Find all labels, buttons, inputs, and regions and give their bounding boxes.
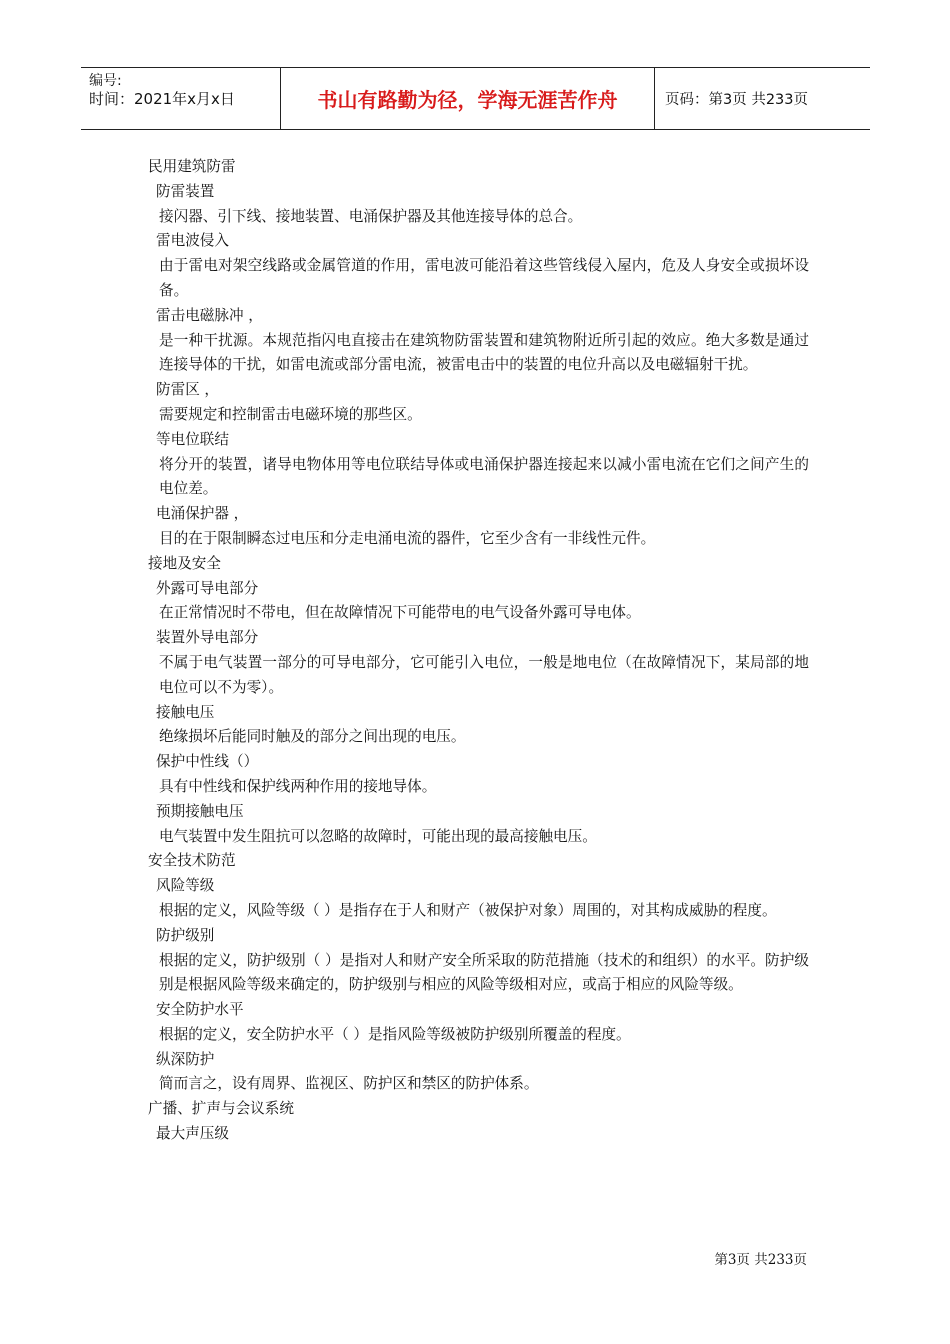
term-definition: 具有中性线和保护线两种作用的接地导体。: [159, 777, 437, 795]
term-heading: 电涌保护器 ，: [156, 505, 249, 523]
term-definition: 接闪器、引下线、接地装置、电涌保护器及其他连接导体的总合。: [159, 207, 583, 225]
term-definition: 绝缘损坏后能同时触及的部分之间出现的电压。: [159, 728, 466, 746]
term-heading: 等电位联结: [156, 430, 229, 448]
term-heading: 雷电波侵入: [156, 232, 229, 250]
term-definition: 需要规定和控制雷击电磁环境的那些区。: [159, 405, 422, 423]
term-definition: 在正常情况时不带电，但在故障情况下可能带电的电气设备外露可导电体。: [159, 604, 641, 622]
term-definition: 简而言之，设有周界、监视区、防护区和禁区的防护体系。: [159, 1075, 539, 1093]
term-heading: 纵深防护: [156, 1050, 215, 1068]
term-definition: 根据的定义，风险等级（ ）是指存在于人和财产（被保护对象）周围的，对其构成威胁的程度。: [159, 901, 777, 919]
header-motto: 书山有路勤为径，学海无涯苦作舟: [281, 68, 655, 129]
term-heading: 接触电压: [156, 703, 215, 721]
term-definition: 根据的定义，防护级别（ ）是指对人和财产安全所采取的防范措施（技术的和组织）的水平。防护级别是根据风险等级来确定的，防护级别与相应的风险等级相对应，或高于相应的风险等级。: [159, 951, 809, 994]
term-definition: 目的在于限制瞬态过电压和分走电涌电流的器件，它至少含有一非线性元件。: [159, 529, 656, 547]
term-definition: 不属于电气装置一部分的可导电部分，它可能引入电位，一般是地电位（在故障情况下，某局部的地电位可以不为零）。: [159, 653, 809, 696]
page-header: [81, 67, 870, 130]
term-heading: 安全防护水平: [156, 1001, 244, 1019]
term-heading: 外露可导电部分: [156, 579, 259, 597]
term-definition: 电气装置中发生阻抗可以忽略的故障时，可能出现的最高接触电压。: [159, 827, 597, 845]
term-definition: 将分开的装置，诸导电物体用等电位联结导体或电涌保护器连接起来以减小雷电流在它们之间产生的电位差。: [159, 455, 809, 498]
section-heading: 安全技术防范: [148, 852, 236, 870]
section-heading: 民用建筑防雷: [148, 158, 236, 175]
term-definition: 是一种干扰源。本规范指闪电直接击在建筑物防雷装置和建筑物附近所引起的效应。绝大多数是通过连接导体的干扰，如雷电流或部分雷电流，被雷电击中的装置的电位升高以及电磁辐射干扰。: [159, 331, 809, 374]
term-heading: 雷击电磁脉冲 ，: [156, 306, 263, 324]
section-heading: 接地及安全: [148, 554, 221, 572]
header-page-info: 页码：第3页 共233页: [665, 92, 809, 108]
term-definition: 根据的定义，安全防护水平（ ）是指风险等级被防护级别所覆盖的程度。: [159, 1025, 631, 1043]
section-heading: 广播、扩声与会议系统: [148, 1100, 294, 1118]
term-heading: 防雷装置: [156, 182, 215, 200]
term-heading: 防雷区 ，: [156, 381, 220, 399]
term-heading: 风险等级: [156, 877, 215, 895]
document-date-label: 时间：2021年x月x日: [89, 90, 235, 108]
term-heading: 最大声压级: [156, 1125, 229, 1143]
document-number-label: 编号:: [89, 73, 122, 89]
page-footer: 第3页 共233页: [714, 1252, 807, 1268]
term-heading: 防护级别: [156, 926, 215, 944]
term-heading: 保护中性线（）: [156, 753, 259, 771]
term-heading: 装置外导电部分: [156, 629, 259, 647]
header-left-cell: [81, 68, 281, 129]
term-heading: 预期接触电压: [156, 802, 244, 820]
term-definition: 由于雷电对架空线路或金属管道的作用，雷电波可能沿着这些管线侵入屋内，危及人身安全或损坏设备。: [159, 257, 809, 299]
document-body: [144, 155, 809, 1147]
